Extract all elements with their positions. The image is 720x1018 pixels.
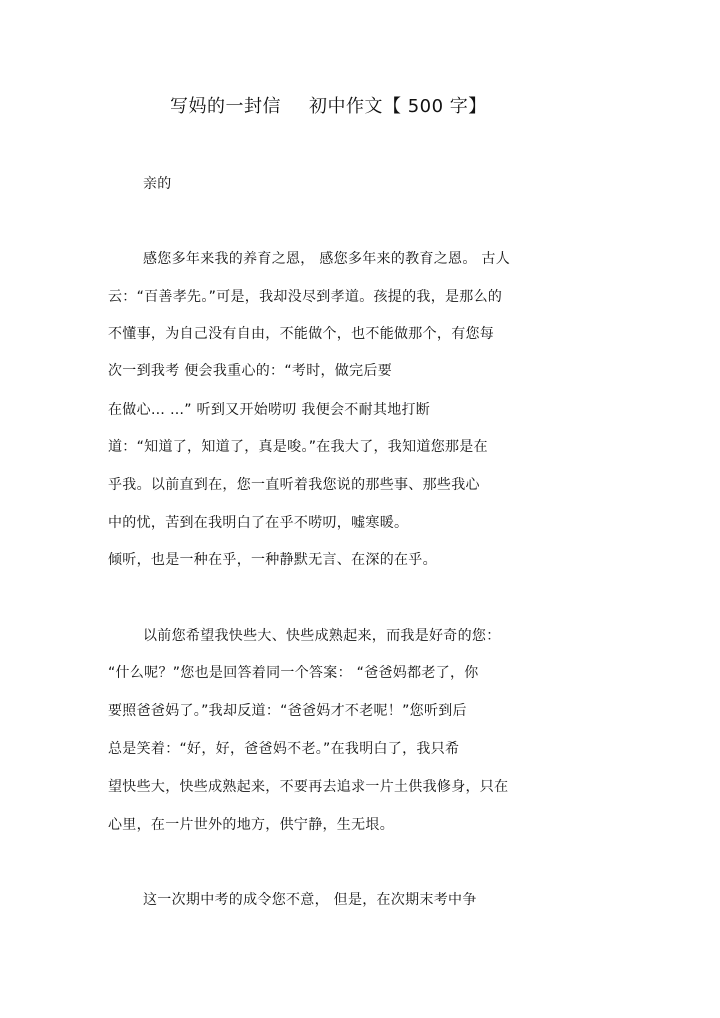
paragraph-1-line-9: 倾听，也是一种在乎，一种静默无言、在深的在乎。 <box>108 552 437 568</box>
paragraph-2-line-3: 要照爸爸妈了。”我却反道：“爸爸妈才不老呢！”您听到后 <box>108 703 467 719</box>
title-main: 写妈的一封信 <box>170 96 281 117</box>
paragraph-2-line-4: 总是笑着：“好，好，爸爸妈不老。”在我明白了，我只希 <box>108 741 460 757</box>
paragraph-2-line-1: 以前您希望我快些大、快些成熟起来，而我是好奇的您： <box>143 628 501 644</box>
paragraph-2-line-5: 望快些大，快些成熟起来，不要再去追求一片土供我修身，只在 <box>108 779 509 795</box>
paragraph-3-line-1: 这一次期中考的成令您不意， 但是，在次期末考中争 <box>143 892 477 908</box>
paragraph-1-line-1: 感您多年来我的养育之恩， 感您多年来的教育之恩。 古人 <box>143 251 510 267</box>
paragraph-1-line-8: 中的忧，苦到在我明白了在乎不唠叨，嘘寒暖。 <box>108 515 409 531</box>
title-subtitle: 初中作文【 500 字】 <box>309 96 487 117</box>
paragraph-1-line-4: 次一到我考 便会我重心的：“考时，做完后要 <box>108 363 393 379</box>
paragraph-1-line-7: 乎我。以前直到在，您一直听着我您说的那些事、那些我心 <box>108 477 480 493</box>
paragraph-1-line-5: 在做心… …” 听到又开始唠叨 我便会不耐其地打断 <box>108 402 431 418</box>
document-title <box>170 92 487 118</box>
salutation: 亲的 <box>143 176 172 192</box>
paragraph-1-line-3: 不懂事，为自己没有自由，不能做个，也不能做那个，有您每 <box>108 326 495 342</box>
paragraph-1-line-2: 云：“百善孝先。”可是，我却没尽到孝道。孩提的我，是那么的 <box>108 289 503 305</box>
paragraph-2-line-2: “什么呢？”您也是回答着同一个答案： “爸爸妈都老了，你 <box>108 665 479 681</box>
paragraph-2-line-6: 心里，在一片世外的地方，供宁静，生无垠。 <box>108 817 394 833</box>
paragraph-1-line-6: 道：“知道了，知道了，真是唆。”在我大了，我知道您那是在 <box>108 439 488 455</box>
